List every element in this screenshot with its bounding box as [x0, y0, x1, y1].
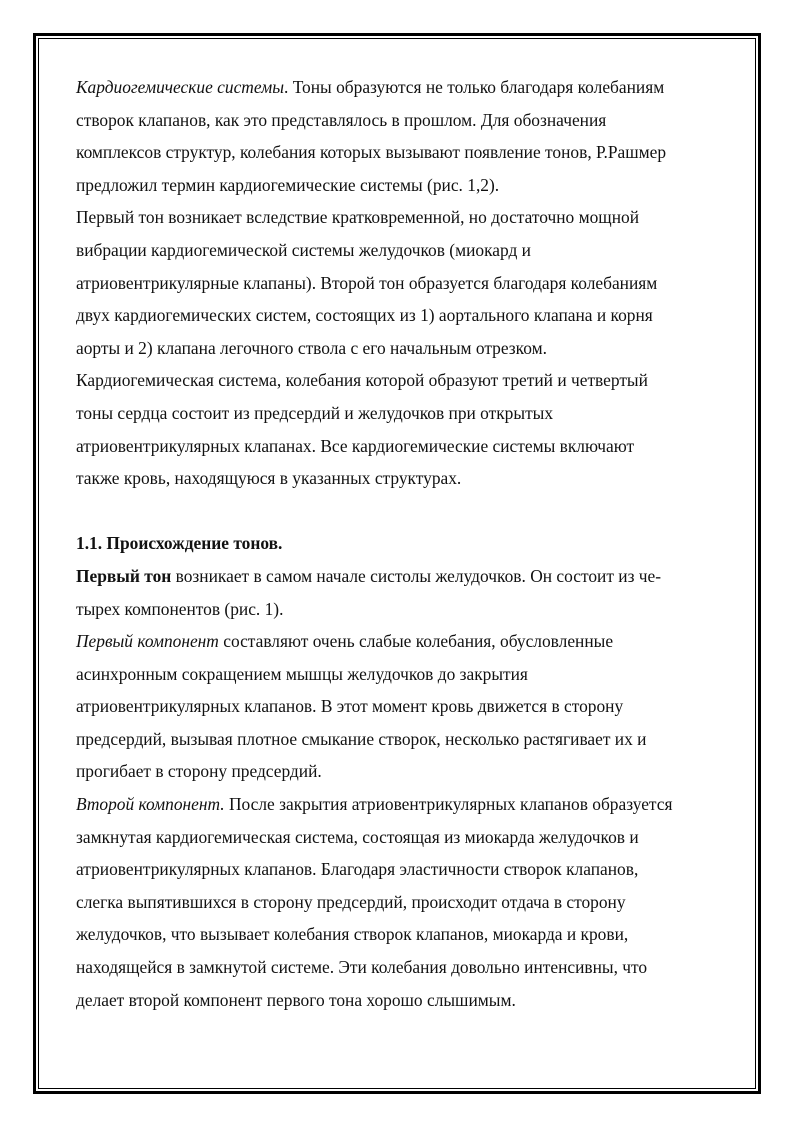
text-line: желудочков, что вызывает колебания створок клапанов, миокарда и крови, — [76, 924, 629, 945]
text-line: Первый тон возникает вследствие кратковременной, но достаточно мощной — [76, 207, 640, 228]
text-line: делает второй компонент первого тона хорошо слышимым. — [76, 989, 516, 1010]
text-line: створок клапанов, как это представлялось в прошлом. Для обозначения — [76, 109, 607, 130]
text-line: комплексов структур, колебания которых вызывают появление тонов, Р.Рашмер — [76, 142, 667, 163]
text-line: тоны сердца состоит из предсердий и желудочков при открытых — [76, 402, 554, 423]
text-line: также кровь, находящуюся в указанных структурах. — [76, 468, 462, 489]
text-line: асинхронным сокращением мышцы желудочков до закрытия — [76, 663, 528, 684]
paragraph-gap — [76, 495, 736, 528]
text-line: слегка выпятившихся в сторону предсердий, происходит отдача в сторону — [76, 891, 626, 912]
section-heading: 1.1. Происхождение тонов. — [76, 533, 283, 554]
text-line: Первый тон возникает в самом начале систолы желудочков. Он состоит из че- — [76, 565, 662, 586]
text-line: прогибает в сторону предсердий. — [76, 761, 322, 782]
text-line: аорты и 2) клапана легочного ствола с его начальным отрезком. — [76, 337, 547, 358]
text-line: атриовентрикулярные клапаны). Второй тон образуется благодаря колебаниям — [76, 272, 658, 293]
term-cardiohemic-systems: Кардиогемические системы — [76, 77, 285, 97]
text-line: атриовентрикулярных клапанов. В этот момент кровь движется в сторону — [76, 696, 624, 717]
term-first-tone: Первый тон — [76, 565, 172, 586]
term-second-component: Второй компонент. — [76, 794, 225, 815]
text-line: предложил термин кардиогемические системы (рис. 1,2). — [76, 174, 500, 195]
text-line: Первый компонент составляют очень слабые колебания, обусловленные — [76, 631, 614, 652]
text-line: Кардиогемические системы. Тоны образуются не только благодаря колебаниям — [76, 77, 665, 97]
text-line: Кардиогемическая система, колебания которой образуют третий и четвертый — [76, 370, 648, 391]
text-line: тырех компонентов (рис. 1). — [76, 598, 284, 619]
text-line: атриовентрикулярных клапанах. Все кардиогемические системы включают — [76, 435, 635, 456]
text-line: атриовентрикулярных клапанов. Благодаря эластичности створок клапанов, — [76, 859, 639, 880]
text-line: предсердий, вызывая плотное смыкание створок, несколько растягивает их и — [76, 728, 647, 749]
text-line: замкнутая кардиогемическая система, состоящая из миокарда желудочков и — [76, 826, 639, 847]
text-line: двух кардиогемических систем, состоящих из 1) аортального клапана и корня — [76, 305, 653, 326]
text-line: вибрации кардиогемической системы желудочков (миокард и — [76, 239, 531, 260]
document-body — [76, 71, 736, 1016]
term-first-component: Первый компонент — [76, 631, 219, 652]
text-line: Второй компонент. После закрытия атриовентрикулярных клапанов образуется — [76, 794, 673, 815]
text-line: находящейся в замкнутой системе. Эти колебания довольно интенсивны, что — [76, 957, 648, 978]
